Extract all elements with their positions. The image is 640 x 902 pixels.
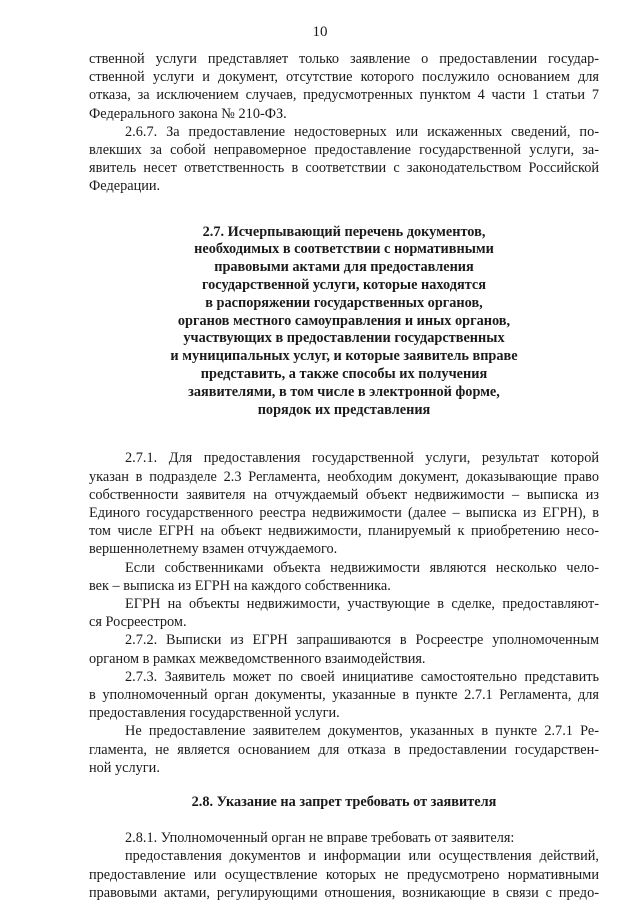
paragraph-line: собственности заявителя на отчуждаемый объект недвижимости – выписка из (89, 486, 599, 503)
paragraph-line: правовыми актами, регулирующими отношения, возникающие в связи с предо- (89, 884, 599, 901)
paragraph-line: ЕГРН на объекты недвижимости, участвующие в сделке, предоставляют- (125, 596, 599, 613)
paragraph-line: предоставления документов и информации или осуществления действий, (125, 848, 599, 865)
paragraph-line: ственной услуги представляет только заявление о предоставлении государ- (89, 51, 599, 67)
paragraph-line: влекших за собой неправомерное предоставление государственной услуги, за- (89, 142, 599, 159)
paragraph-line: Федерального закона № 210-ФЗ. (89, 105, 287, 122)
heading-line: необходимых в соответствии с нормативными (194, 241, 494, 258)
heading-line: и муниципальных услуг, и которые заявитель вправе (170, 348, 518, 365)
heading-line: государственной услуги, которые находятся (202, 277, 486, 294)
paragraph-line: Федерации. (89, 178, 161, 195)
paragraph-line: гламента, не является основанием для отказа в предоставлении государствен- (89, 741, 599, 758)
paragraph-line: 2.6.7. За предоставление недостоверных или искаженных сведений, по- (125, 123, 599, 140)
page-number: 10 (312, 24, 328, 40)
paragraph-line: в уполномоченный орган документы, указанные в пункте 2.7.1 Регламента, для (89, 687, 599, 704)
page-body (89, 50, 599, 902)
section-heading-2-7 (89, 224, 599, 420)
paragraph-line: ной услуги. (89, 759, 160, 776)
paragraph-line: том числе ЕГРН на объект недвижимости, планируемый к приобретению несо- (89, 523, 599, 540)
paragraph-line: ся Росреестром. (89, 614, 187, 631)
paragraph-line: 2.8.1. Уполномоченный орган не вправе требовать от заявителя: (125, 830, 515, 847)
paragraph-line: отказа, за исключением случаев, предусмотренных пунктом 4 части 1 статьи 7 (89, 87, 599, 104)
paragraph-line: век – выписка из ЕГРН на каждого собственника. (89, 577, 391, 594)
paragraph-line: предоставление или осуществление которых не предусмотрено нормативными (89, 866, 599, 883)
paragraph-line: органом в рамках межведомственного взаимодействия. (89, 650, 426, 667)
paragraph-line: Единого государственного реестра недвижимости (далее – выписка из ЕГРН), в (89, 505, 599, 521)
heading-line: 2.7. Исчерпывающий перечень документов, (202, 223, 486, 240)
paragraph-line: 2.7.2. Выписки из ЕГРН запрашиваются в Росреестре уполномоченным (125, 632, 599, 649)
section-heading-2-8: 2.8. Указание на запрет требовать от заявителя (191, 794, 497, 811)
heading-line: порядок их представления (257, 401, 431, 418)
heading-line: представить, а также способы их получения (200, 366, 488, 382)
paragraph-line: указан в подразделе 2.3 Регламента, необходим документ, доказывающие право (89, 468, 599, 485)
paragraph-line: Если собственниками объекта недвижимости являются несколько чело- (125, 559, 599, 576)
paragraph-line: предоставления государственной услуги. (89, 705, 340, 722)
heading-line: правовыми актами для предоставления (214, 259, 474, 276)
paragraph-line: 2.7.1. Для предоставления государственной услуги, результат которой (125, 450, 599, 467)
paragraph-line: явитель несет ответственность в соответствии с законодательством Российской (89, 160, 599, 177)
heading-line: участвующих в предоставлении государственных (183, 330, 505, 347)
heading-line: в распоряжении государственных органов, (205, 294, 483, 311)
heading-line: заявителями, в том числе в электронной форме, (188, 383, 500, 400)
heading-line: органов местного самоуправления и иных органов, (177, 312, 511, 329)
paragraph-line: ственной услуги и документ, отсутствие которого послужило основанием для (89, 69, 599, 86)
paragraph-line: 2.7.3. Заявитель может по своей инициативе самостоятельно представить (125, 668, 599, 685)
paragraph-line: вершеннолетнему взамен отчуждаемого. (89, 541, 338, 558)
paragraph-line: Не предоставление заявителем документов, указанных в пункте 2.7.1 Ре- (125, 723, 599, 740)
